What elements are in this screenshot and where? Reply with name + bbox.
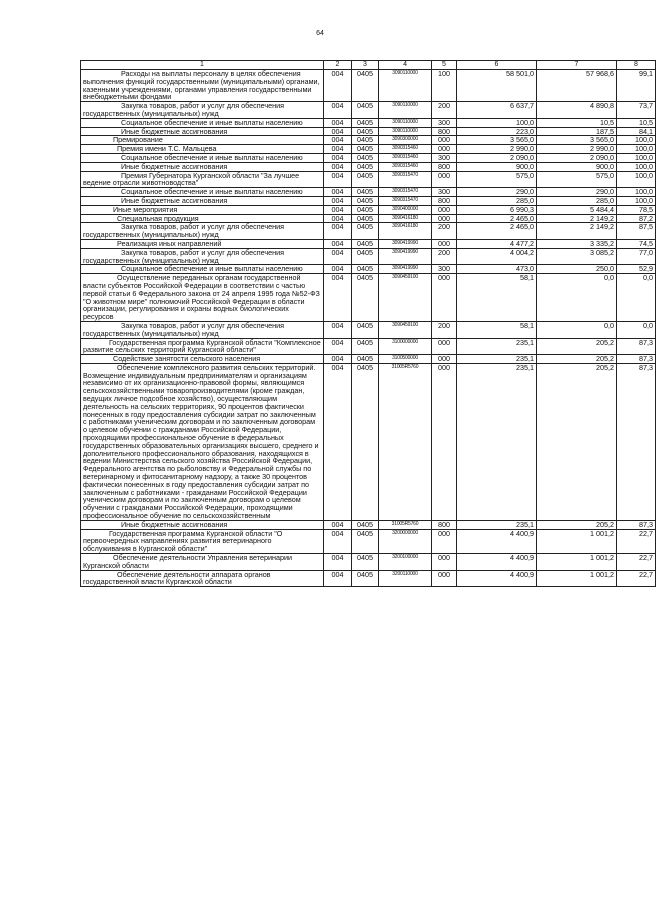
row-value-cell: 0405 [352,338,379,355]
table-row [81,223,656,240]
row-value-cell: 235,1 [457,338,537,355]
row-value-cell: 0,0 [617,321,656,338]
row-name-cell: Иные бюджетные ассигнования [81,196,324,205]
row-value-cell: 1 001,2 [537,570,617,587]
table-row [81,248,656,265]
row-value-cell: 285,0 [537,196,617,205]
row-value-cell: 205,2 [537,338,617,355]
column-header: 6 [457,61,537,70]
row-value-cell: 100,0 [617,188,656,197]
row-value-cell: 000 [432,338,457,355]
row-value-cell: 3090459100 [379,274,432,322]
row-value-cell: 2 990,0 [457,145,537,154]
table-row [81,321,656,338]
row-value-cell: 000 [432,239,457,248]
row-value-cell: 22,7 [617,529,656,553]
row-value-cell: 187,5 [537,127,617,136]
row-value-cell: 800 [432,196,457,205]
row-value-cell: 31005R5760 [379,520,432,529]
row-name-cell: Социальное обеспечение и иные выплаты населению [81,188,324,197]
row-value-cell: 205,2 [537,520,617,529]
row-value-cell: 575,0 [457,171,537,188]
row-value-cell: 300 [432,153,457,162]
row-value-cell: 74,5 [617,239,656,248]
row-value-cell: 0405 [352,205,379,214]
column-header: 1 [81,61,324,70]
page-number: 64 [316,30,324,37]
table-row [81,205,656,214]
row-value-cell: 0405 [352,223,379,240]
row-value-cell: 31005R5760 [379,363,432,520]
table-row [81,153,656,162]
row-name-cell: Обеспечение комплексного развития сельских территорий. Возмещение индивидуальным предпринимателям и организациям независимо от их организационно-правовой формы, являющимся сельскохозяйственными товаропроизводителями (кроме граждан, ведущих личное подсобное хозяйство), осуществляющим деятельность на сельских территориях, 90 процентов фактически понесенных в году предоставления субсидии затрат по заключенным с работниками ученическим договорам и по заключенным договорам о целевом обучении с гражданами Российской Федерации, проходящими профессиональное обучение в федеральных государственных образовательных организациях высшего, среднего и дополнительного профессионального образования, находящихся в ведении Министерства сельского хозяйства Российской Федерации, Федерального агентства по рыболовству и Федеральной службы по ветеринарному и фитосанитарному надзору, а также 30 процентов фактически понесенных в году предоставления субсидии затрат по заключенным с работниками - гражданами Российской Федерации ученическим договорам и по заключенным договорам о целевом обучении с гражданами Российской Федерации, проходящими профессиональное обучение по сельскохозяйственным [81,363,324,520]
row-name-cell: Иные мероприятия [81,205,324,214]
row-value-cell: 004 [324,136,352,145]
row-value-cell: 0,0 [537,274,617,322]
row-value-cell: 250,0 [537,265,617,274]
row-value-cell: 004 [324,171,352,188]
row-value-cell: 3090315470 [379,171,432,188]
row-value-cell: 6 990,3 [457,205,537,214]
row-name-cell: Социальное обеспечение и иные выплаты населению [81,118,324,127]
row-value-cell: 004 [324,274,352,322]
row-value-cell: 004 [324,529,352,553]
row-value-cell: 4 004,2 [457,248,537,265]
row-value-cell: 000 [432,205,457,214]
table-row [81,70,656,102]
row-name-cell: Иные бюджетные ассигнования [81,520,324,529]
row-value-cell: 87,3 [617,338,656,355]
row-value-cell: 3090419990 [379,239,432,248]
row-value-cell: 87,2 [617,214,656,223]
row-value-cell: 004 [324,363,352,520]
row-value-cell: 99,1 [617,70,656,102]
row-value-cell: 2 090,0 [537,153,617,162]
row-value-cell: 2 149,2 [537,214,617,223]
row-value-cell: 100,0 [617,136,656,145]
row-name-cell: Социальное обеспечение и иные выплаты населению [81,265,324,274]
row-value-cell: 100 [432,70,457,102]
row-value-cell: 0405 [352,136,379,145]
row-name-cell: Обеспечение деятельности аппарата органов государственной власти Курганской области [81,570,324,587]
row-value-cell: 004 [324,205,352,214]
row-value-cell: 58,1 [457,321,537,338]
column-header: 5 [432,61,457,70]
row-name-cell: Содействие занятости сельского населения [81,355,324,364]
row-value-cell: 2 465,0 [457,223,537,240]
row-value-cell: 300 [432,188,457,197]
row-value-cell: 3090315460 [379,153,432,162]
row-value-cell: 3090110000 [379,102,432,119]
table-row [81,363,656,520]
row-value-cell: 0405 [352,145,379,154]
row-value-cell: 0405 [352,321,379,338]
row-value-cell: 004 [324,338,352,355]
row-value-cell: 800 [432,162,457,171]
row-value-cell: 2 990,0 [537,145,617,154]
row-value-cell: 2 465,0 [457,214,537,223]
row-value-cell: 0405 [352,196,379,205]
row-value-cell: 000 [432,171,457,188]
row-value-cell: 3090110000 [379,127,432,136]
row-value-cell: 0,0 [537,321,617,338]
row-value-cell: 004 [324,196,352,205]
budget-table [80,60,656,587]
row-value-cell: 58,1 [457,274,537,322]
row-value-cell: 100,0 [617,196,656,205]
row-value-cell: 22,7 [617,570,656,587]
row-value-cell: 285,0 [457,196,537,205]
row-value-cell: 3 565,0 [457,136,537,145]
row-value-cell: 77,0 [617,248,656,265]
table-row [81,570,656,587]
column-header: 7 [537,61,617,70]
row-value-cell: 3090459100 [379,321,432,338]
row-value-cell: 0405 [352,70,379,102]
row-value-cell: 004 [324,239,352,248]
row-name-cell: Иные бюджетные ассигнования [81,127,324,136]
row-name-cell: Премия Губернатора Курганской области "За лучшее ведение отрасли животноводства" [81,171,324,188]
row-name-cell: Закупка товаров, работ и услуг для обеспечения государственных (муниципальных) нужд [81,223,324,240]
row-value-cell: 0405 [352,171,379,188]
row-name-cell: Расходы на выплаты персоналу в целях обеспечения выполнения функций государственными (муниципальными) органами, казенными учреждениями, органами управления государственными внебюджетными фондами [81,70,324,102]
row-value-cell: 4 400,9 [457,570,537,587]
row-name-cell: Реализация иных направлений [81,239,324,248]
row-value-cell: 3200100000 [379,554,432,571]
row-value-cell: 223,0 [457,127,537,136]
row-value-cell: 004 [324,520,352,529]
row-value-cell: 57 968,6 [537,70,617,102]
row-value-cell: 87,3 [617,363,656,520]
row-value-cell: 4 400,9 [457,554,537,571]
row-value-cell: 3090300000 [379,136,432,145]
row-value-cell: 004 [324,162,352,171]
row-value-cell: 004 [324,355,352,364]
row-value-cell: 0405 [352,214,379,223]
row-value-cell: 205,2 [537,355,617,364]
row-value-cell: 0405 [352,153,379,162]
row-name-cell: Осуществление переданных органам государственной власти субъектов Российской Федерации в соответствии с частью первой статьи 6 Федерального закона от 24 апреля 1995 года №52-ФЗ "О животном мире" полномочий Российской Федерации в области организации, регулирования и охраны водных биологических ресурсов [81,274,324,322]
row-value-cell: 3090419990 [379,265,432,274]
row-value-cell: 100,0 [617,153,656,162]
row-value-cell: 200 [432,321,457,338]
row-value-cell: 87,5 [617,223,656,240]
row-value-cell: 0405 [352,520,379,529]
row-name-cell: Государственная программа Курганской области "Комплексное развитие сельских территорий Курганской области" [81,338,324,355]
row-value-cell: 800 [432,520,457,529]
row-value-cell: 004 [324,554,352,571]
row-value-cell: 000 [432,355,457,364]
row-value-cell: 5 484,4 [537,205,617,214]
row-value-cell: 100,0 [617,162,656,171]
row-value-cell: 200 [432,223,457,240]
row-value-cell: 0405 [352,265,379,274]
row-name-cell: Премирование [81,136,324,145]
table-row [81,239,656,248]
row-value-cell: 235,1 [457,520,537,529]
row-value-cell: 0405 [352,162,379,171]
row-value-cell: 004 [324,70,352,102]
row-value-cell: 800 [432,127,457,136]
row-value-cell: 000 [432,570,457,587]
row-value-cell: 000 [432,363,457,520]
row-value-cell: 004 [324,188,352,197]
column-header: 3 [352,61,379,70]
row-value-cell: 0405 [352,248,379,265]
row-value-cell: 3090110000 [379,70,432,102]
table-row [81,162,656,171]
row-value-cell: 0405 [352,274,379,322]
row-name-cell: Закупка товаров, работ и услуг для обеспечения государственных (муниципальных) нужд [81,102,324,119]
row-value-cell: 3100500000 [379,355,432,364]
row-value-cell: 000 [432,554,457,571]
row-value-cell: 2 090,0 [457,153,537,162]
row-value-cell: 100,0 [617,171,656,188]
row-value-cell: 004 [324,214,352,223]
row-value-cell: 3 085,2 [537,248,617,265]
row-value-cell: 2 149,2 [537,223,617,240]
table-row [81,529,656,553]
table-body [81,70,656,587]
row-value-cell: 87,3 [617,520,656,529]
row-value-cell: 0405 [352,529,379,553]
row-value-cell: 3 565,0 [537,136,617,145]
row-value-cell: 3200000000 [379,529,432,553]
row-value-cell: 0405 [352,355,379,364]
row-name-cell: Специальная продукция [81,214,324,223]
table-row [81,118,656,127]
row-value-cell: 0405 [352,127,379,136]
row-value-cell: 575,0 [537,171,617,188]
row-value-cell: 0405 [352,570,379,587]
row-value-cell: 3090400000 [379,205,432,214]
row-value-cell: 73,7 [617,102,656,119]
row-value-cell: 87,3 [617,355,656,364]
row-name-cell: Премия имени Т.С. Мальцева [81,145,324,154]
row-value-cell: 235,1 [457,363,537,520]
table-row [81,274,656,322]
row-value-cell: 004 [324,265,352,274]
row-value-cell: 6 637,7 [457,102,537,119]
row-value-cell: 1 001,2 [537,554,617,571]
row-value-cell: 004 [324,145,352,154]
row-value-cell: 4 477,2 [457,239,537,248]
row-value-cell: 300 [432,265,457,274]
row-value-cell: 1 001,2 [537,529,617,553]
row-value-cell: 000 [432,529,457,553]
row-value-cell: 10,5 [537,118,617,127]
row-value-cell: 000 [432,214,457,223]
row-value-cell: 3090315470 [379,196,432,205]
row-value-cell: 004 [324,127,352,136]
row-name-cell: Социальное обеспечение и иные выплаты населению [81,153,324,162]
row-value-cell: 290,0 [457,188,537,197]
row-name-cell: Государственная программа Курганской области "О первоочередных направлениях развития ветеринарного обслуживания в Курганской области" [81,529,324,553]
row-value-cell: 84,1 [617,127,656,136]
row-value-cell: 3090416180 [379,223,432,240]
row-value-cell: 473,0 [457,265,537,274]
row-value-cell: 0405 [352,188,379,197]
column-header: 2 [324,61,352,70]
row-value-cell: 900,0 [457,162,537,171]
row-value-cell: 004 [324,102,352,119]
row-value-cell: 100,0 [617,145,656,154]
row-value-cell: 3090315460 [379,145,432,154]
row-value-cell: 100,0 [457,118,537,127]
row-value-cell: 000 [432,274,457,322]
table-row [81,196,656,205]
row-value-cell: 000 [432,136,457,145]
row-value-cell: 4 400,9 [457,529,537,553]
table-row [81,102,656,119]
row-name-cell: Закупка товаров, работ и услуг для обеспечения государственных (муниципальных) нужд [81,321,324,338]
row-name-cell: Закупка товаров, работ и услуг для обеспечения государственных (муниципальных) нужд [81,248,324,265]
row-value-cell: 3100000000 [379,338,432,355]
row-value-cell: 3 335,2 [537,239,617,248]
row-value-cell: 4 890,8 [537,102,617,119]
row-value-cell: 3090110000 [379,118,432,127]
row-value-cell: 22,7 [617,554,656,571]
row-name-cell: Иные бюджетные ассигнования [81,162,324,171]
row-value-cell: 52,9 [617,265,656,274]
row-value-cell: 004 [324,223,352,240]
row-value-cell: 0405 [352,554,379,571]
row-value-cell: 205,2 [537,363,617,520]
row-value-cell: 290,0 [537,188,617,197]
row-value-cell: 10,5 [617,118,656,127]
table-row [81,171,656,188]
row-value-cell: 004 [324,118,352,127]
row-value-cell: 3200110000 [379,570,432,587]
column-header: 4 [379,61,432,70]
row-value-cell: 3090419990 [379,248,432,265]
row-value-cell: 300 [432,118,457,127]
row-value-cell: 0405 [352,363,379,520]
table-row [81,338,656,355]
row-value-cell: 78,5 [617,205,656,214]
row-value-cell: 58 501,0 [457,70,537,102]
row-value-cell: 0405 [352,118,379,127]
row-value-cell: 200 [432,248,457,265]
row-name-cell: Обеспечение деятельности Управления ветеринарии Курганской области [81,554,324,571]
row-value-cell: 004 [324,248,352,265]
row-value-cell: 900,0 [537,162,617,171]
row-value-cell: 0,0 [617,274,656,322]
row-value-cell: 3090416180 [379,214,432,223]
row-value-cell: 004 [324,153,352,162]
table-row [81,520,656,529]
row-value-cell: 3090315460 [379,162,432,171]
row-value-cell: 0405 [352,102,379,119]
row-value-cell: 004 [324,570,352,587]
row-value-cell: 0405 [352,239,379,248]
row-value-cell: 004 [324,321,352,338]
table-row [81,554,656,571]
row-value-cell: 235,1 [457,355,537,364]
column-header: 8 [617,61,656,70]
row-value-cell: 000 [432,145,457,154]
row-value-cell: 200 [432,102,457,119]
row-value-cell: 3090315470 [379,188,432,197]
